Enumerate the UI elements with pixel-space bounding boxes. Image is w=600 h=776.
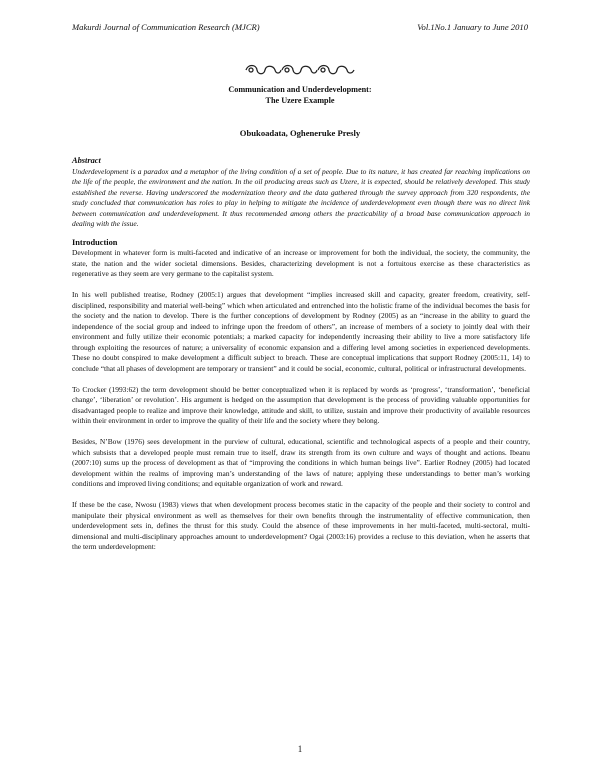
- decorative-flourish: [0, 63, 600, 77]
- running-header: [72, 22, 528, 32]
- abstract-heading: Abstract: [72, 156, 101, 165]
- intro-paragraph-3: To Crocker (1993:62) the term development should be better conceptualized when it is replaced by words as ‘progress’, ‘transformation’, ‘beneficial change’, ‘liberation’ or revolution’. His argument is hedged on the assumption that development is the process of providing valuable opportunities for disadvantaged people to realize and improve their knowledge, attitude and skill, to utilize, sustain and improve their productivity of available resources within their environment in order to improve the quality of their life and the society where they belong.: [72, 384, 530, 425]
- page-number: 1: [297, 744, 303, 754]
- author-name: Obukoadata, Ogheneruke Presly: [239, 128, 361, 138]
- intro-paragraph-4: Besides, N’Bow (1976) sees development in the purview of cultural, educational, scientific and technological aspects of a people and their country, which subsists that a developed people must remain true to itself, draw its strength from its own culture and ways of thought and actions. Ibeanu (2007:10) sums up the process of development as that of “improving the conditions in which human beings live”. Earlier Rodney (2005) had located development within the realms of improving man’s understanding of the laws of nature; applying these understandings to better man’s working conditions and improved living conditions; and equitable organization of work and reward.: [72, 437, 530, 488]
- journal-name: Makurdi Journal of Communication Research (MJCR): [72, 22, 260, 32]
- volume-info: Vol.1No.1 January to June 2010: [417, 22, 528, 32]
- intro-paragraph-1: Development in whatever form is multi-faceted and indicative of an increase or improvement for both the individual, the society, the community, the state, the nation and the wider societal dimensions. Besides, characterizing development is not a fortuitous exercise as these characteristics as regenerative as they seem are very germane to the capitalist system.: [72, 248, 530, 278]
- title-line-2: The Uzere Example: [265, 96, 335, 105]
- intro-paragraph-2: In his well published treatise, Rodney (2005:1) argues that development “implies increased skill and capacity, greater freedom, creativity, self-disciplined, responsibility and material well-being” which when articulated and entrenched into the holistic frame of the individual becomes the basis for the society and the nation to develop. There is the further conceptions of development by Rodney (2005) as an “increase in the ability to guard the independence of the social group and indeed to infringe upon the freedom of others”, an increase of members of a society to jointly deal with their environment and fully utilize their economic potentials; a marked capacity for independently increasing their ability to live a more satisfactory life through exploiting the resources of nature; a universality of economic expansion and a differing level among societies in experienced developments. These no doubt conspired to make development a difficult subject to breach. These are conceptual implications that support Rodney (2005:11, 14) to conclude “that all phases of development are temporary or transient” and it could be social, economic, cultural, political or infrastructural developments.: [72, 290, 530, 373]
- abstract-text: Underdevelopment is a paradox and a metaphor of the living condition of a set of people. Due to its nature, it has created far reaching implications on the life of the people, the environment and the nation. In the oil producing areas such as Uzere, it is expected, should be relatively developed. This study established the reverse. Having underscored the modernization theory and the data gathered through the survey approach from 320 respondents, the study concluded that communication has roles to play in helping to mitigate the incidence of underdevelopment even though there was no direct link between communication and underdevelopment. It thus recommended among others the practicability of a broad base communication approach in dealing with the issue.: [72, 166, 530, 228]
- body-column: [72, 156, 530, 563]
- article-title: [0, 84, 600, 106]
- flourish-icon: [244, 63, 356, 77]
- introduction-heading: Introduction: [72, 237, 118, 247]
- title-line-1: Communication and Underdevelopment:: [228, 85, 372, 94]
- intro-paragraph-5: If these be the case, Nwosu (1983) views that when development process becomes static in the capacity of the people and their society to control and manipulate their physical environment as well as themselves for their own benefits through the instrumentality of effective communication, then underdevelopment sets in, defines the thrust for this study. Could the absence of these improvements in her multi-faceted, multi-sectoral, multi-dimensional and multi-disciplinary approaches amount to underdevelopment? Ogai (2003:16) provides a recluse to this deviation, when he asserts that the term underdevelopment:: [72, 500, 530, 551]
